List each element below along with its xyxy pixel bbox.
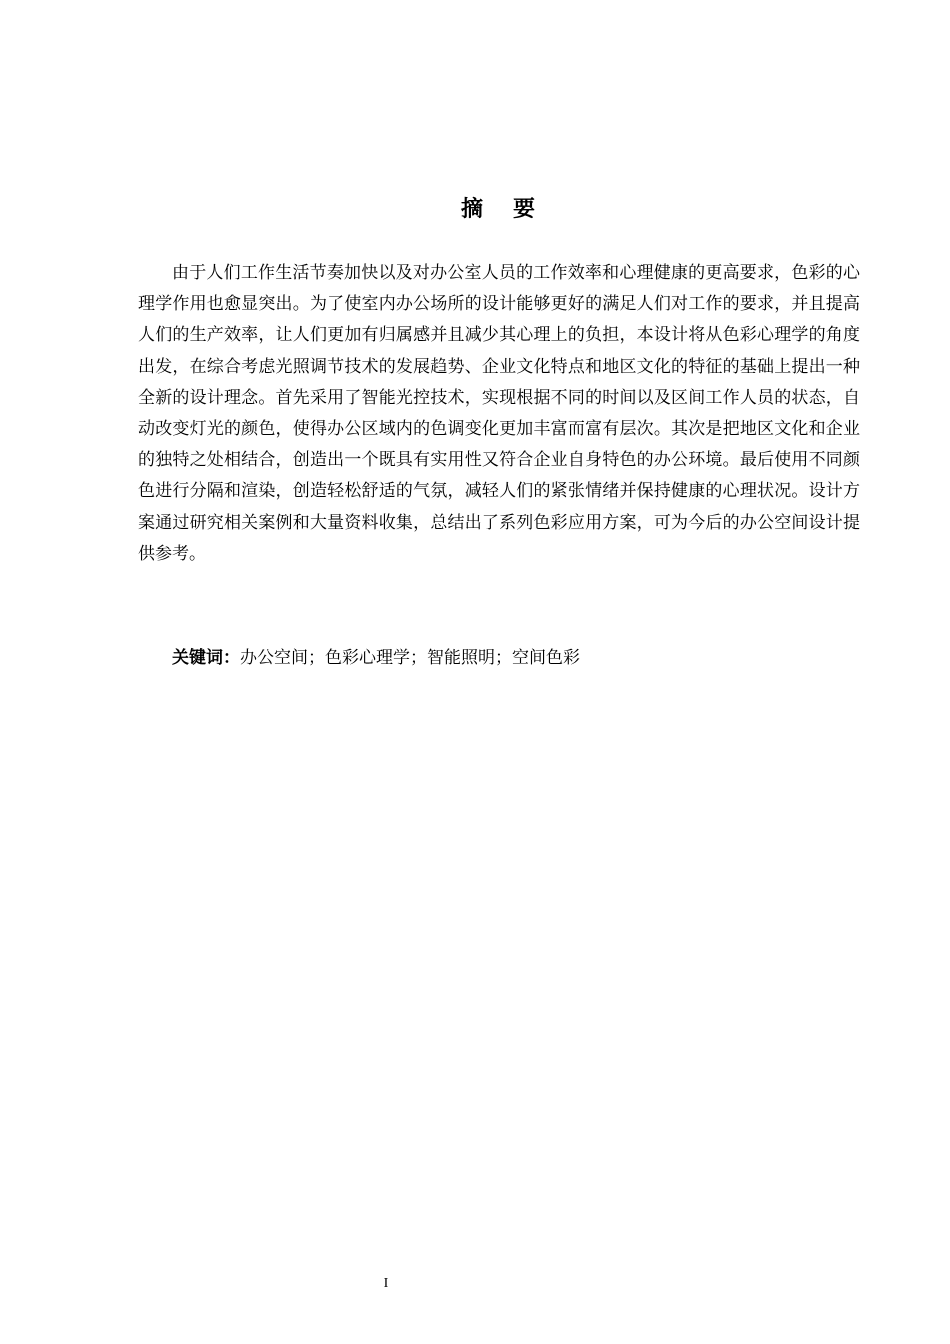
page-number: I (383, 1276, 389, 1291)
keywords-text: 办公空间；色彩心理学；智能照明；空间色彩 (240, 648, 580, 668)
keywords-label: 关键词： (172, 648, 240, 668)
abstract-title-part1: 摘 (460, 197, 483, 222)
keywords-line (172, 645, 580, 671)
abstract-title-part2: 要 (513, 197, 536, 222)
abstract-body: 由于人们工作生活节奏加快以及对办公室人员的工作效率和心理健康的更高要求，色彩的心理学作用也愈显突出。为了使室内办公场所的设计能够更好的满足人们对工作的要求，并且提高人们的生产效率，让人们更加有归属感并且减少其心理上的负担，本设计将从色彩心理学的角度出发，在综合考虑光照调节技术的发展趋势、企业文化特点和地区文化的特征的基础上提出一种全新的设计理念。首先采用了智能光控技术，实现根据不同的时间以及区间工作人员的状态，自动改变灯光的颜色，使得办公区域内的色调变化更加丰富而富有层次。其次是把地区文化和企业的独特之处相结合，创造出一个既具有实用性又符合企业自身特色的办公环境。最后使用不同颜色进行分隔和渲染，创造轻松舒适的气氛，减轻人们的紧张情绪并保持健康的心理状况。设计方案通过研究相关案例和大量资料收集，总结出了系列色彩应用方案，可为今后的办公空间设计提供参考。 (138, 263, 860, 564)
abstract-title (0, 192, 950, 223)
